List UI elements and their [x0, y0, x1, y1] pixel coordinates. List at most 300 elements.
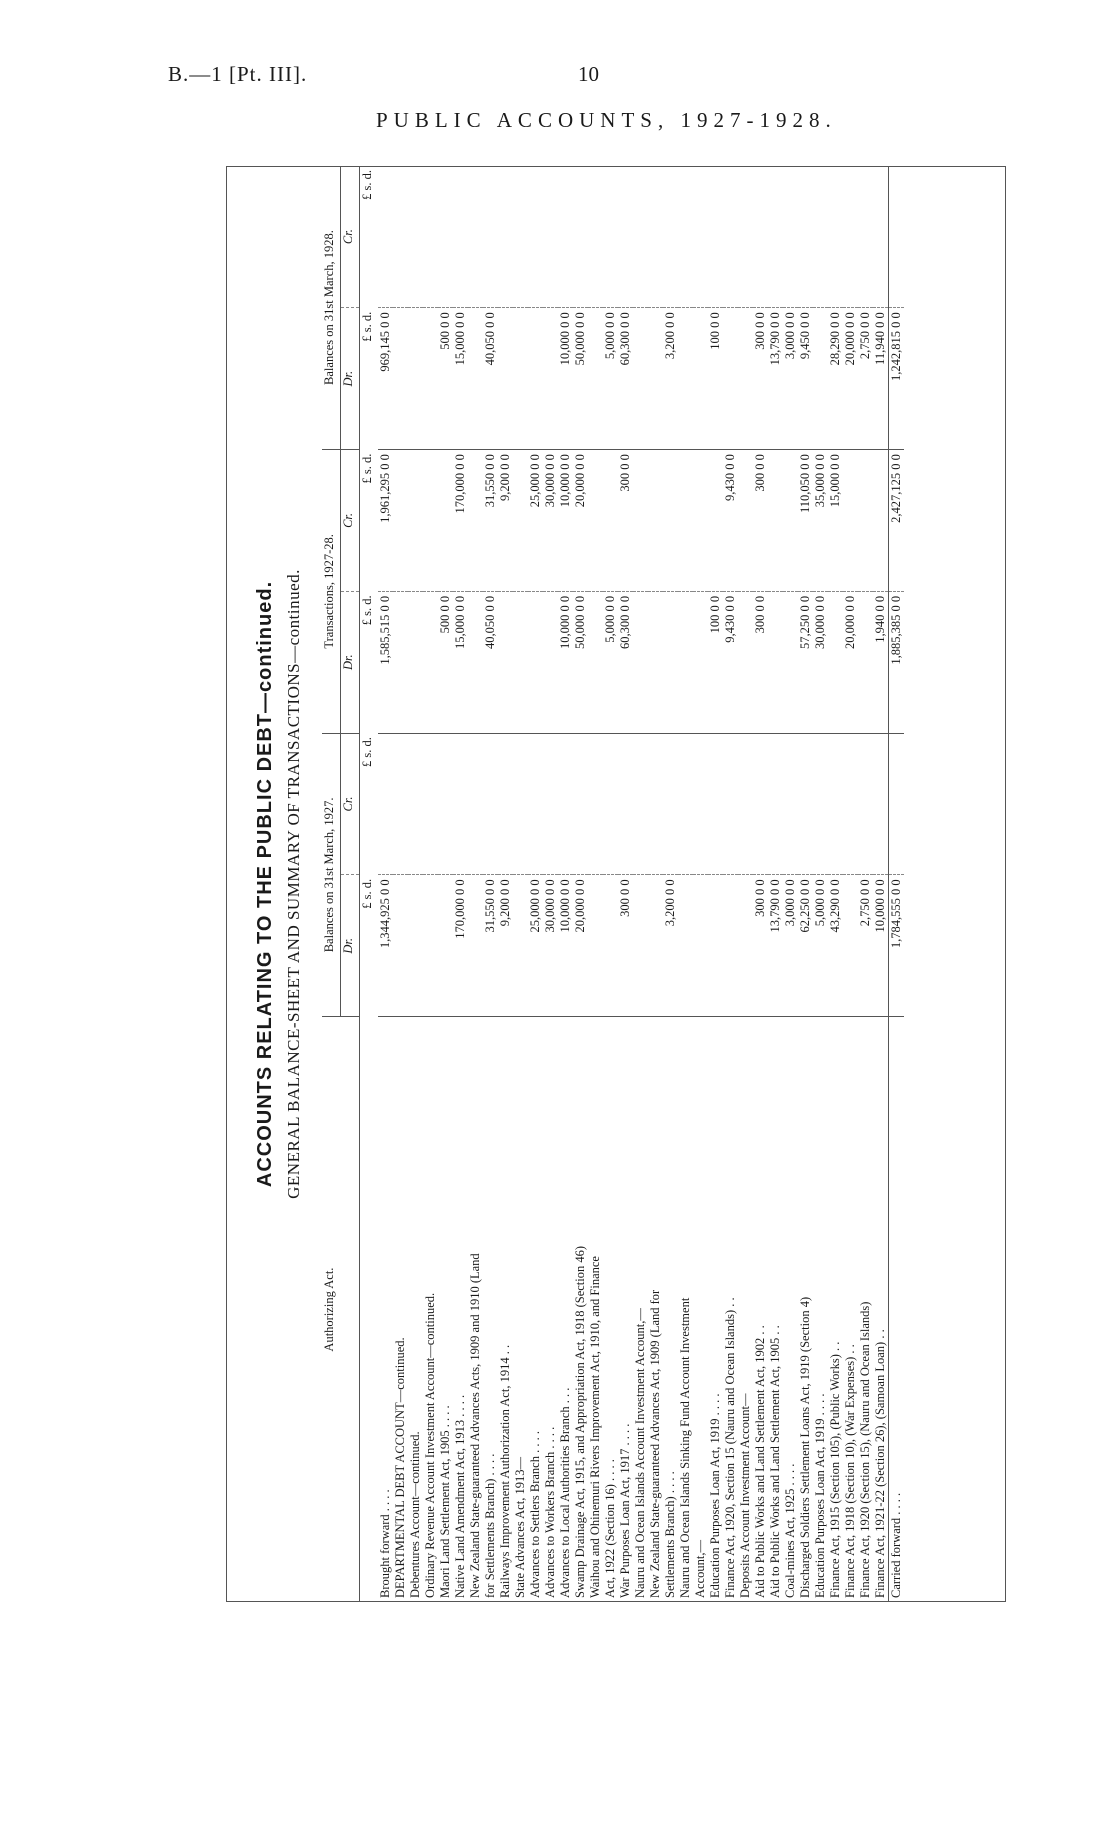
amount-cell-b27dr: 3,200 0 0: [663, 875, 678, 1017]
amount-cell-b27dr: 20,000 0 0: [573, 875, 588, 1017]
amount-cell-tdr: [663, 591, 678, 733]
units-label: £ s. d.: [360, 737, 374, 767]
row-label: State Advances Act, 1913—: [513, 1457, 527, 1598]
amount-cell-b27cr: [528, 733, 543, 875]
amount-cell-b27cr: [693, 733, 708, 875]
amount-cell-b27dr: 30,000 0 0: [543, 875, 558, 1017]
amount-cell-b28cr: [813, 166, 828, 308]
amount-cell-b28dr: 10,000 0 0: [558, 308, 573, 450]
amount-cell-b27dr: [438, 875, 453, 1017]
table-body: [378, 166, 889, 1602]
table-row: [438, 166, 453, 1602]
amount-cell-b28dr: 11,940 0 0: [873, 308, 889, 450]
amount-cell-b27cr: [438, 733, 453, 875]
amount-cell-tcr: [768, 450, 783, 592]
amount-cell-b27cr: [753, 733, 768, 875]
amount-cell-b28cr: [603, 166, 618, 308]
amount-cell-tcr: 15,000 0 0: [828, 450, 843, 592]
amount-cell-b28cr: [828, 166, 843, 308]
amount-cell-b28dr: [393, 308, 408, 450]
amount-cell-tcr: [513, 450, 528, 592]
column-group-balances-1927: Balances on 31st March, 1927.: [322, 733, 341, 1017]
amount-cell-b28cr: [798, 166, 813, 308]
amount-cell-b28dr: 500 0 0: [438, 308, 453, 450]
amount-cell-b28cr: [843, 166, 858, 308]
amount-cell-b27dr: [723, 875, 738, 1017]
table-row: [543, 166, 558, 1602]
amount-cell-tcr: 300 0 0: [753, 450, 768, 592]
row-label: DEPARTMENTAL DEBT ACCOUNT—continued.: [393, 1337, 407, 1598]
amount-cell-b27cr: [648, 733, 663, 875]
amount-cell-b28dr: [543, 308, 558, 450]
amount-cell-b27dr: 300 0 0: [753, 875, 768, 1017]
amount-cell-b28dr: 60,300 0 0: [618, 308, 633, 450]
amount-cell-b27dr: 5,000 0 0: [813, 875, 828, 1017]
amount-cell-b27cr: [843, 733, 858, 875]
amount-cell-b27cr: [723, 733, 738, 875]
amount-cell-tcr: 9,430 0 0: [723, 450, 738, 592]
table-row: [633, 166, 648, 1602]
amount-cell-b27dr: 13,790 0 0: [768, 875, 783, 1017]
row-label: Nauru and Ocean Islands Sinking Fund Account Investment: [678, 1297, 692, 1598]
amount-cell-tcr: [678, 450, 693, 592]
amount-cell-b28dr: [723, 308, 738, 450]
row-label: Advances to Settlers Branch . . . .: [528, 1431, 542, 1598]
total-label: Carried forward . . . .: [889, 1017, 905, 1602]
amount-cell-b28dr: [693, 308, 708, 450]
table-row: [408, 166, 423, 1602]
amount-cell-tcr: [438, 450, 453, 592]
row-label: Waihou and Ohinemuri Rivers Improvement Act, 1910, and Finance: [588, 1256, 602, 1598]
total-tcr: 2,427,125 0 0: [889, 450, 905, 592]
row-label: Maori Land Settlement Act, 1905 . . . .: [438, 1405, 452, 1598]
amount-cell-tdr: [513, 591, 528, 733]
amount-cell-b28dr: [633, 308, 648, 450]
table-row: [693, 166, 708, 1602]
row-label: for Settlements Branch) . . . .: [483, 1453, 497, 1598]
amount-cell-b28cr: [678, 166, 693, 308]
table-row: [663, 166, 678, 1602]
table-row: [618, 166, 633, 1602]
table-row: [783, 166, 798, 1602]
column-header-cr: Cr.: [341, 450, 360, 592]
amount-cell-tcr: [873, 450, 889, 592]
row-label: Advances to Local Authorities Branch . . .: [558, 1387, 572, 1598]
amount-cell-b28cr: [708, 166, 723, 308]
amount-cell-tdr: [693, 591, 708, 733]
amount-cell-b27cr: [828, 733, 843, 875]
amount-cell-b28dr: 13,790 0 0: [768, 308, 783, 450]
amount-cell-b28cr: [513, 166, 528, 308]
table-row: [423, 166, 438, 1602]
balance-sheet-table: [322, 166, 904, 1602]
amount-cell-tcr: 30,000 0 0: [543, 450, 558, 592]
amount-cell-tcr: 10,000 0 0: [558, 450, 573, 592]
amount-cell-tcr: [393, 450, 408, 592]
amount-cell-tdr: 15,000 0 0: [453, 591, 468, 733]
amount-cell-tcr: [423, 450, 438, 592]
units-label: £ s. d.: [360, 170, 374, 200]
row-label: Account,—: [693, 1540, 707, 1598]
amount-cell-tdr: [648, 591, 663, 733]
table-row: [753, 166, 768, 1602]
amount-cell-b28cr: [483, 166, 498, 308]
column-header-cr: Cr.: [341, 166, 360, 308]
amount-cell-tcr: 110,050 0 0: [798, 450, 813, 592]
amount-cell-b28dr: 2,750 0 0: [858, 308, 873, 450]
amount-cell-b27cr: [768, 733, 783, 875]
table-row: [858, 166, 873, 1602]
table-row: [588, 166, 603, 1602]
amount-cell-b27cr: [798, 733, 813, 875]
row-label: Nauru and Ocean Islands Account Investment Account,—: [633, 1308, 647, 1598]
amount-cell-tcr: 9,200 0 0: [498, 450, 513, 592]
amount-cell-b27cr: [423, 733, 438, 875]
amount-cell-b28cr: [738, 166, 753, 308]
total-b27cr: [889, 733, 905, 875]
amount-cell-tdr: 1,940 0 0: [873, 591, 889, 733]
amount-cell-b28cr: [378, 166, 393, 308]
row-label: Brought forward . . . .: [378, 1489, 392, 1598]
amount-cell-b27dr: [393, 875, 408, 1017]
amount-cell-b27dr: [513, 875, 528, 1017]
row-label: Act, 1922 (Section 16) . . . .: [603, 1459, 617, 1598]
amount-cell-b28cr: [573, 166, 588, 308]
column-header-dr: Dr.: [341, 875, 360, 1017]
table-row: [573, 166, 588, 1602]
column-header-cr: Cr.: [341, 733, 360, 875]
amount-cell-b27dr: 10,000 0 0: [558, 875, 573, 1017]
amount-cell-b27cr: [603, 733, 618, 875]
amount-cell-b27dr: [423, 875, 438, 1017]
row-label: Railways Improvement Authorization Act, 1914 . .: [498, 1344, 512, 1598]
main-heading: ACCOUNTS RELATING TO THE PUBLIC DEBT—continued.: [254, 580, 276, 1188]
table-row: [378, 166, 393, 1602]
row-label: Swamp Drainage Act, 1915, and Appropriation Act, 1918 (Section 46): [573, 1245, 587, 1598]
table-row: [648, 166, 663, 1602]
amount-cell-b28cr: [768, 166, 783, 308]
amount-cell-b28cr: [498, 166, 513, 308]
table-row: [768, 166, 783, 1602]
amount-cell-b27dr: 1,344,925 0 0: [378, 875, 393, 1017]
amount-cell-tdr: [738, 591, 753, 733]
amount-cell-tdr: [528, 591, 543, 733]
amount-cell-b27cr: [813, 733, 828, 875]
amount-cell-tcr: [408, 450, 423, 592]
amount-cell-tdr: [588, 591, 603, 733]
amount-cell-b27cr: [633, 733, 648, 875]
amount-cell-b28cr: [558, 166, 573, 308]
amount-cell-b27cr: [873, 733, 889, 875]
amount-cell-b28cr: [858, 166, 873, 308]
amount-cell-tcr: 20,000 0 0: [573, 450, 588, 592]
amount-cell-b27cr: [453, 733, 468, 875]
row-label: Coal-mines Act, 1925 . . . .: [783, 1463, 797, 1598]
amount-cell-b27dr: [588, 875, 603, 1017]
table-row: [798, 166, 813, 1602]
amount-cell-b27cr: [783, 733, 798, 875]
table-row: [513, 166, 528, 1602]
amount-cell-b28dr: [423, 308, 438, 450]
amount-cell-b28dr: 15,000 0 0: [453, 308, 468, 450]
amount-cell-b28dr: [513, 308, 528, 450]
table-row: [453, 166, 468, 1602]
amount-cell-b28dr: 40,050 0 0: [483, 308, 498, 450]
amount-cell-b27dr: 10,000 0 0: [873, 875, 889, 1017]
row-label: Settlements Branch) . . . .: [663, 1471, 677, 1598]
amount-cell-tdr: 1,585,515 0 0: [378, 591, 393, 733]
amount-cell-b28dr: 9,450 0 0: [798, 308, 813, 450]
table-row: [813, 166, 828, 1602]
amount-cell-tdr: 10,000 0 0: [558, 591, 573, 733]
amount-cell-b27dr: 2,750 0 0: [858, 875, 873, 1017]
amount-cell-b28cr: [438, 166, 453, 308]
table-row: [498, 166, 513, 1602]
row-label: Advances to Workers Branch . . . .: [543, 1426, 557, 1598]
amount-cell-b27cr: [378, 733, 393, 875]
amount-cell-tdr: [858, 591, 873, 733]
table-row: [873, 166, 889, 1602]
table-row: [738, 166, 753, 1602]
amount-cell-tdr: [633, 591, 648, 733]
column-group-balances-1928: Balances on 31st March, 1928.: [322, 166, 341, 450]
row-label: Finance Act, 1918 (Section 10), (War Expenses) . .: [843, 1344, 857, 1598]
amount-cell-b27dr: 43,290 0 0: [828, 875, 843, 1017]
amount-cell-tdr: 60,300 0 0: [618, 591, 633, 733]
amount-cell-tdr: 300 0 0: [753, 591, 768, 733]
amount-cell-tdr: [783, 591, 798, 733]
amount-cell-b27dr: 25,000 0 0: [528, 875, 543, 1017]
amount-cell-tcr: [588, 450, 603, 592]
amount-cell-b27cr: [573, 733, 588, 875]
running-title: PUBLIC ACCOUNTS, 1927-1928.: [376, 108, 837, 132]
table-row: [558, 166, 573, 1602]
amount-cell-b27dr: [468, 875, 483, 1017]
amount-cell-b27cr: [618, 733, 633, 875]
amount-cell-b27cr: [513, 733, 528, 875]
amount-cell-tcr: [603, 450, 618, 592]
amount-cell-tdr: [768, 591, 783, 733]
amount-cell-b28dr: 3,200 0 0: [663, 308, 678, 450]
amount-cell-b28dr: [528, 308, 543, 450]
rotated-table-block: [226, 166, 1006, 1602]
amount-cell-tcr: 170,000 0 0: [453, 450, 468, 592]
row-label: Finance Act, 1915 (Section 105), (Public Works) . .: [828, 1341, 842, 1598]
table-row: [528, 166, 543, 1602]
amount-cell-tdr: 30,000 0 0: [813, 591, 828, 733]
units-label: £ s. d.: [360, 453, 374, 484]
row-label: Discharged Soldiers Settlement Loans Act, 1919 (Section 4): [798, 1296, 812, 1598]
units-label: £ s. d.: [360, 878, 374, 909]
row-label: War Purposes Loan Act, 1917 . . . .: [618, 1423, 632, 1598]
amount-cell-b27dr: 3,000 0 0: [783, 875, 798, 1017]
row-label: Deposits Account Investment Account—: [738, 1393, 752, 1598]
amount-cell-b28dr: [813, 308, 828, 450]
amount-cell-tcr: [708, 450, 723, 592]
amount-cell-b28cr: [393, 166, 408, 308]
amount-cell-tcr: 25,000 0 0: [528, 450, 543, 592]
amount-cell-b27cr: [558, 733, 573, 875]
total-b27dr: 1,784,555 0 0: [889, 875, 905, 1017]
amount-cell-b27dr: [648, 875, 663, 1017]
amount-cell-tcr: [738, 450, 753, 592]
amount-cell-b28dr: [738, 308, 753, 450]
column-header-dr: Dr.: [341, 591, 360, 733]
total-b28cr: [889, 166, 905, 308]
amount-cell-b28dr: 50,000 0 0: [573, 308, 588, 450]
table-row: [468, 166, 483, 1602]
amount-cell-b28dr: [468, 308, 483, 450]
amount-cell-tcr: 35,000 0 0: [813, 450, 828, 592]
amount-cell-b28cr: [723, 166, 738, 308]
table-row: [393, 166, 408, 1602]
amount-cell-tcr: [783, 450, 798, 592]
amount-cell-tdr: [393, 591, 408, 733]
table-row: [708, 166, 723, 1602]
carried-forward-row: [889, 166, 905, 1602]
amount-cell-tdr: [543, 591, 558, 733]
amount-cell-tcr: 1,961,295 0 0: [378, 450, 393, 592]
amount-cell-tcr: [648, 450, 663, 592]
amount-cell-b27dr: [408, 875, 423, 1017]
amount-cell-b27dr: [843, 875, 858, 1017]
amount-cell-b27cr: [543, 733, 558, 875]
amount-cell-b28dr: 5,000 0 0: [603, 308, 618, 450]
page-number: 10: [578, 62, 599, 86]
amount-cell-b27cr: [588, 733, 603, 875]
amount-cell-b27dr: [708, 875, 723, 1017]
amount-cell-tdr: 5,000 0 0: [603, 591, 618, 733]
amount-cell-b28dr: [498, 308, 513, 450]
row-label: Aid to Public Works and Land Settlement Act, 1905 . .: [768, 1325, 782, 1598]
units-label: £ s. d.: [360, 311, 374, 342]
amount-cell-b27cr: [468, 733, 483, 875]
amount-cell-tcr: [468, 450, 483, 592]
table-row: [843, 166, 858, 1602]
amount-cell-b28cr: [663, 166, 678, 308]
amount-cell-b28dr: 3,000 0 0: [783, 308, 798, 450]
row-label: Finance Act, 1920 (Section 15), (Nauru and Ocean Islands): [858, 1301, 872, 1598]
amount-cell-b27dr: [738, 875, 753, 1017]
amount-cell-b27cr: [708, 733, 723, 875]
amount-cell-tcr: [693, 450, 708, 592]
amount-cell-b28cr: [468, 166, 483, 308]
units-label: £ s. d.: [360, 595, 374, 626]
amount-cell-b28cr: [873, 166, 889, 308]
amount-cell-b27cr: [483, 733, 498, 875]
amount-cell-b27cr: [393, 733, 408, 875]
amount-cell-tcr: [633, 450, 648, 592]
amount-cell-b27cr: [858, 733, 873, 875]
amount-cell-b27dr: 300 0 0: [618, 875, 633, 1017]
amount-cell-tdr: 40,050 0 0: [483, 591, 498, 733]
amount-cell-b28cr: [783, 166, 798, 308]
row-label: Aid to Public Works and Land Settlement Act, 1902 . .: [753, 1325, 767, 1598]
total-tdr: 1,885,385 0 0: [889, 591, 905, 733]
table-row: [678, 166, 693, 1602]
amount-cell-tdr: 20,000 0 0: [843, 591, 858, 733]
row-label: New Zealand State-guaranteed Advances Act, 1909 (Land for: [648, 1289, 662, 1598]
amount-cell-b28dr: 300 0 0: [753, 308, 768, 450]
amount-cell-tdr: 100 0 0: [708, 591, 723, 733]
amount-cell-b27dr: [678, 875, 693, 1017]
row-label: New Zealand State-guaranteed Advances Acts, 1909 and 1910 (Land: [468, 1253, 482, 1598]
row-label: Education Purposes Loan Act, 1919 . . . .: [708, 1393, 722, 1598]
amount-cell-tcr: 300 0 0: [618, 450, 633, 592]
amount-cell-b28dr: [588, 308, 603, 450]
amount-cell-b28cr: [693, 166, 708, 308]
amount-cell-tdr: 50,000 0 0: [573, 591, 588, 733]
amount-cell-b27dr: [603, 875, 618, 1017]
amount-cell-b27cr: [408, 733, 423, 875]
row-label: Education Purposes Loan Act, 1919 . . . .: [813, 1393, 827, 1598]
amount-cell-tdr: [468, 591, 483, 733]
row-label: Debentures Account—continued.: [408, 1431, 422, 1598]
row-label: Native Land Amendment Act, 1913 . . . .: [453, 1394, 467, 1598]
amount-cell-b27dr: 62,250 0 0: [798, 875, 813, 1017]
amount-cell-b28cr: [648, 166, 663, 308]
amount-cell-b27dr: 31,550 0 0: [483, 875, 498, 1017]
amount-cell-tdr: 500 0 0: [438, 591, 453, 733]
amount-cell-tdr: [408, 591, 423, 733]
amount-cell-b28dr: 28,290 0 0: [828, 308, 843, 450]
amount-cell-b28dr: [648, 308, 663, 450]
amount-cell-b27dr: 9,200 0 0: [498, 875, 513, 1017]
row-label: Finance Act, 1920, Section 15 (Nauru and Ocean Islands) . .: [723, 1297, 737, 1598]
amount-cell-tcr: [843, 450, 858, 592]
amount-cell-b28cr: [753, 166, 768, 308]
amount-cell-b28cr: [618, 166, 633, 308]
amount-cell-tcr: 31,550 0 0: [483, 450, 498, 592]
row-label: Finance Act, 1921-22 (Section 26), (Samoan Loan) . .: [873, 1329, 887, 1598]
amount-cell-tdr: [423, 591, 438, 733]
amount-cell-tdr: 57,250 0 0: [798, 591, 813, 733]
amount-cell-b28cr: [588, 166, 603, 308]
row-label: Ordinary Revenue Account Investment Account—continued.: [423, 1292, 437, 1598]
sub-heading: GENERAL BALANCE-SHEET AND SUMMARY OF TRANSACTIONS—continued.: [284, 569, 303, 1199]
amount-cell-b27dr: [693, 875, 708, 1017]
column-group-transactions: Transactions, 1927-28.: [322, 450, 341, 734]
amount-cell-b28dr: [408, 308, 423, 450]
amount-cell-b27dr: [633, 875, 648, 1017]
amount-cell-tdr: [828, 591, 843, 733]
amount-cell-b27dr: 170,000 0 0: [453, 875, 468, 1017]
table-row: [828, 166, 843, 1602]
amount-cell-b28dr: 100 0 0: [708, 308, 723, 450]
amount-cell-tdr: [498, 591, 513, 733]
amount-cell-tcr: [858, 450, 873, 592]
amount-cell-b28dr: 969,145 0 0: [378, 308, 393, 450]
amount-cell-b28cr: [543, 166, 558, 308]
table-row: [483, 166, 498, 1602]
amount-cell-tdr: 9,430 0 0: [723, 591, 738, 733]
amount-cell-b28cr: [423, 166, 438, 308]
amount-cell-b28dr: [678, 308, 693, 450]
amount-cell-tdr: [678, 591, 693, 733]
amount-cell-b28cr: [633, 166, 648, 308]
amount-cell-b28dr: 20,000 0 0: [843, 308, 858, 450]
column-header-authorizing-act: Authorizing Act.: [322, 1017, 360, 1602]
amount-cell-b27cr: [498, 733, 513, 875]
amount-cell-b28cr: [528, 166, 543, 308]
column-header-dr: Dr.: [341, 308, 360, 450]
table-row: [723, 166, 738, 1602]
amount-cell-b27cr: [678, 733, 693, 875]
total-b28dr: 1,242,815 0 0: [889, 308, 905, 450]
amount-cell-b27cr: [663, 733, 678, 875]
amount-cell-tcr: [663, 450, 678, 592]
table-row: [603, 166, 618, 1602]
